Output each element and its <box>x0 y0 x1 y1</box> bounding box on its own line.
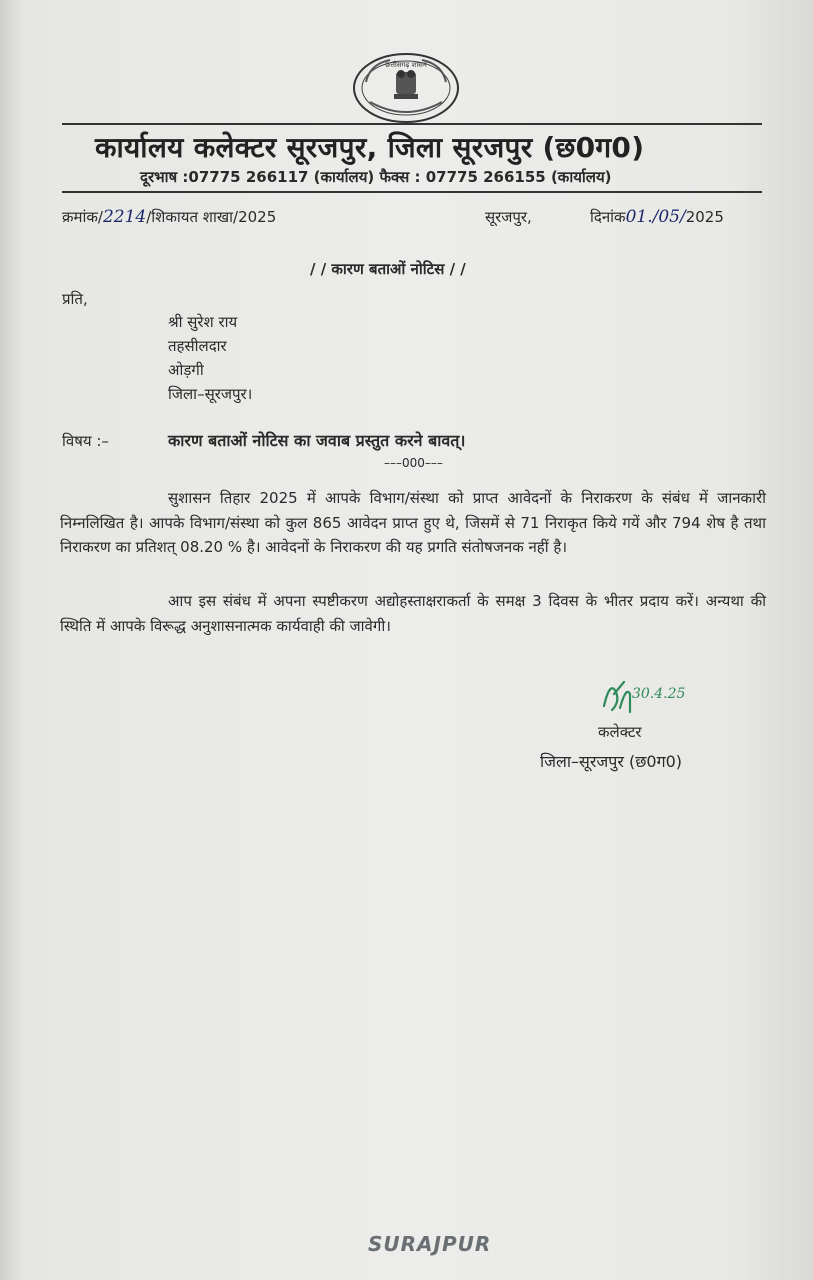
handwritten-number: 2214 <box>102 207 147 227</box>
reference-number: क्रमांक/2214/शिकायत शाखा/2025 <box>62 207 277 227</box>
emblem-text: छत्तीसगढ़ शासन <box>385 61 427 69</box>
subject-label: विषय :– <box>62 432 109 450</box>
signature-date: 30.4.25 <box>632 686 686 702</box>
phone-fax-line: दूरभाष :07775 266117 (कार्यालय) फैक्स : 07775 266155 (कार्यालय) <box>140 168 612 186</box>
signature-mark <box>600 672 710 720</box>
header-top-rule <box>62 123 762 125</box>
recipient-address <box>168 310 252 406</box>
notice-title: / / कारण बताओं नोटिस / / <box>310 260 466 278</box>
prati-label: प्रति, <box>62 290 88 308</box>
recipient-place: ओड़गी <box>168 361 204 379</box>
para2-text: आप इस संबंध में अपना स्पष्टीकरण अद्योहस्ताक्षराकर्ता के समक्ष 3 दिवस के भीतर प्रदाय करें। अन्यथा की स्थिति में आपके विरूद्ध अनुशासनात्मक कार्यवाही की जावेगी। <box>60 592 766 635</box>
date-label: दिनांक <box>590 208 626 226</box>
body-paragraph-2 <box>60 589 766 638</box>
reference-date <box>590 207 724 227</box>
handwritten-date: 01./05/ <box>625 207 686 227</box>
signatory-designation: कलेक्टर <box>598 723 642 741</box>
branch-text: /शिकायत शाखा/2025 <box>146 208 277 226</box>
recipient-designation: तहसीलदार <box>168 337 227 355</box>
body-paragraph-1 <box>60 486 766 560</box>
subject-text: कारण बताओं नोटिस का जवाब प्रस्तुत करने बावत्। <box>168 431 466 450</box>
recipient-name: श्री सुरेश राय <box>168 313 238 331</box>
footer-watermark: SURAJPUR <box>368 1232 492 1256</box>
kramank-label: क्रमांक <box>62 208 98 226</box>
para1-text: सुशासन तिहार 2025 में आपके विभाग/संस्था को प्राप्त आवेदनों के निराकरण के संबंध में जानकारी निम्नलिखित है। आपके विभाग/संस्था को कुल 865 आवेदन प्राप्त हुए थे, जिसमें से 71 निराकृत किये गयें और 794 शेष है तथा निराकरण का प्रतिशत् 08.20 % है। आवेदनों के निराकरण की यह प्रगति संतोषजनक नहीं है। <box>60 489 766 556</box>
subject-separator: –––000––– <box>384 456 443 470</box>
signatory-district: जिला–सूरजपुर (छ0ग0) <box>540 752 683 771</box>
reference-place: सूरजपुर, <box>485 208 532 226</box>
government-emblem-icon <box>350 52 462 124</box>
recipient-district: जिला–सूरजपुर। <box>168 385 253 403</box>
office-name: कार्यालय कलेक्टर सूरजपुर, जिला सूरजपुर (छ0ग0) <box>95 131 645 164</box>
header-bottom-rule <box>62 191 762 193</box>
date-year: 2025 <box>685 208 724 226</box>
